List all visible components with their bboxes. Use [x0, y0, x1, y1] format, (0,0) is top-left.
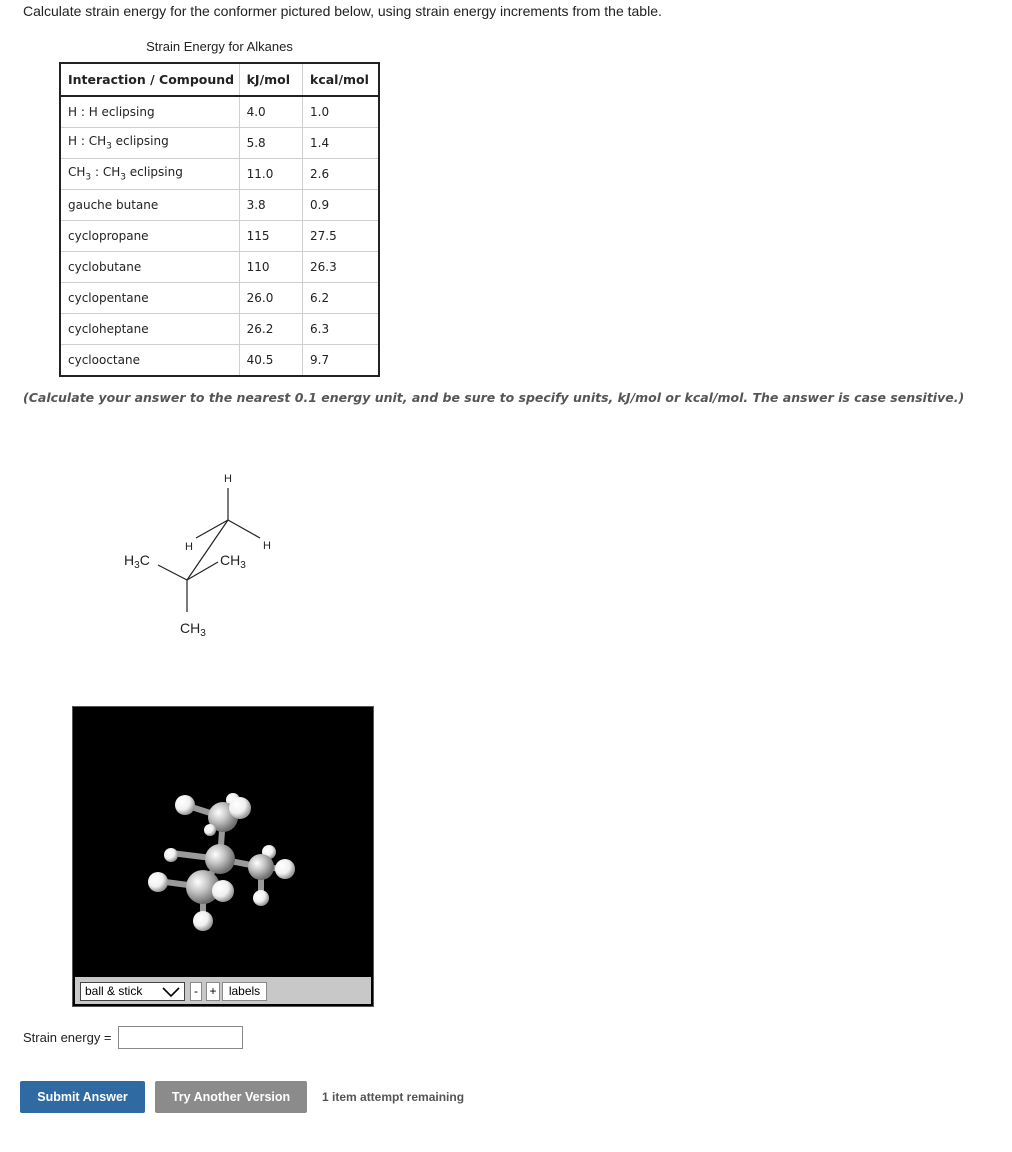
row-kcal: 0.9	[303, 190, 380, 221]
row-name: cyclooctane	[60, 345, 239, 377]
try-another-version-button[interactable]: Try Another Version	[155, 1081, 307, 1113]
row-name: H : $CH_3$ eclipsing	[60, 128, 239, 159]
instruction-note: (Calculate your answer to the nearest 0.1 energy unit, and be sure to specify units, kJ/mol or kcal/mol. The answer is case sensitive.)	[23, 390, 965, 405]
front-bond-left	[158, 565, 187, 580]
strain-energy-input[interactable]	[118, 1026, 243, 1049]
row-kj: 5.8	[239, 128, 302, 159]
central-bond	[187, 520, 228, 580]
display-mode-value: ball & stick	[85, 984, 143, 998]
group-h3c: $H_3C$	[124, 552, 150, 571]
table-header-row	[60, 63, 379, 96]
header-compound: Interaction / Compound	[60, 63, 239, 96]
attempts-remaining: 1 item attempt remaining	[322, 1090, 465, 1104]
row-kj: 26.2	[239, 314, 302, 345]
table-row	[60, 252, 379, 283]
row-kj: 26.0	[239, 283, 302, 314]
table-row	[60, 128, 379, 159]
row-kcal: 26.3	[303, 252, 380, 283]
row-kj: 11.0	[239, 159, 302, 190]
header-kj: kJ/mol	[239, 63, 302, 96]
molecule-viewer[interactable]	[72, 706, 374, 1007]
row-kcal: 9.7	[303, 345, 380, 377]
labels-button[interactable]: labels	[222, 982, 267, 1001]
table-row	[60, 345, 379, 377]
atom-h-left: H	[185, 541, 193, 553]
sawhorse-projection	[110, 462, 310, 652]
back-bond-right	[228, 520, 260, 538]
table-row	[60, 96, 379, 128]
row-kcal: 6.3	[303, 314, 380, 345]
group-ch3-front-right: $CH_3$	[220, 552, 246, 571]
table-row	[60, 221, 379, 252]
row-name: H : H eclipsing	[60, 96, 239, 128]
header-kcal: kcal/mol	[303, 63, 380, 96]
table-row	[60, 190, 379, 221]
atom-h-top: H	[224, 473, 232, 485]
row-name: cyclobutane	[60, 252, 239, 283]
row-kj: 110	[239, 252, 302, 283]
row-name: $CH_3$ : $CH_3$ eclipsing	[60, 159, 239, 190]
row-kcal: 1.4	[303, 128, 380, 159]
strain-energy-label: Strain energy =	[23, 1030, 112, 1045]
front-bond-right	[187, 562, 218, 580]
table-row	[60, 314, 379, 345]
row-kj: 115	[239, 221, 302, 252]
row-name: cyclopropane	[60, 221, 239, 252]
row-kj: 3.8	[239, 190, 302, 221]
submit-answer-button[interactable]: Submit Answer	[20, 1081, 145, 1113]
table-caption: Strain Energy for Alkanes	[146, 39, 293, 54]
zoom-out-button[interactable]: -	[190, 982, 202, 1001]
row-kcal: 2.6	[303, 159, 380, 190]
viewer-toolbar	[75, 977, 371, 1004]
chevron-down-icon	[162, 986, 180, 998]
row-kcal: 6.2	[303, 283, 380, 314]
table-row	[60, 283, 379, 314]
zoom-in-button[interactable]: +	[206, 982, 220, 1001]
atom-h-right: H	[263, 540, 271, 552]
row-kj: 40.5	[239, 345, 302, 377]
group-ch3-bottom: $CH_3$	[180, 620, 206, 639]
back-bond-left	[196, 520, 228, 538]
table-row	[60, 159, 379, 190]
display-mode-select[interactable]	[80, 982, 185, 1001]
row-kcal: 1.0	[303, 96, 380, 128]
row-name: cycloheptane	[60, 314, 239, 345]
ball-and-stick-model[interactable]	[73, 707, 371, 977]
question-prompt: Calculate strain energy for the conformer pictured below, using strain energy increments from the table.	[23, 3, 662, 19]
row-kj: 4.0	[239, 96, 302, 128]
strain-energy-table	[59, 62, 380, 377]
row-name: cyclopentane	[60, 283, 239, 314]
row-name: gauche butane	[60, 190, 239, 221]
row-kcal: 27.5	[303, 221, 380, 252]
